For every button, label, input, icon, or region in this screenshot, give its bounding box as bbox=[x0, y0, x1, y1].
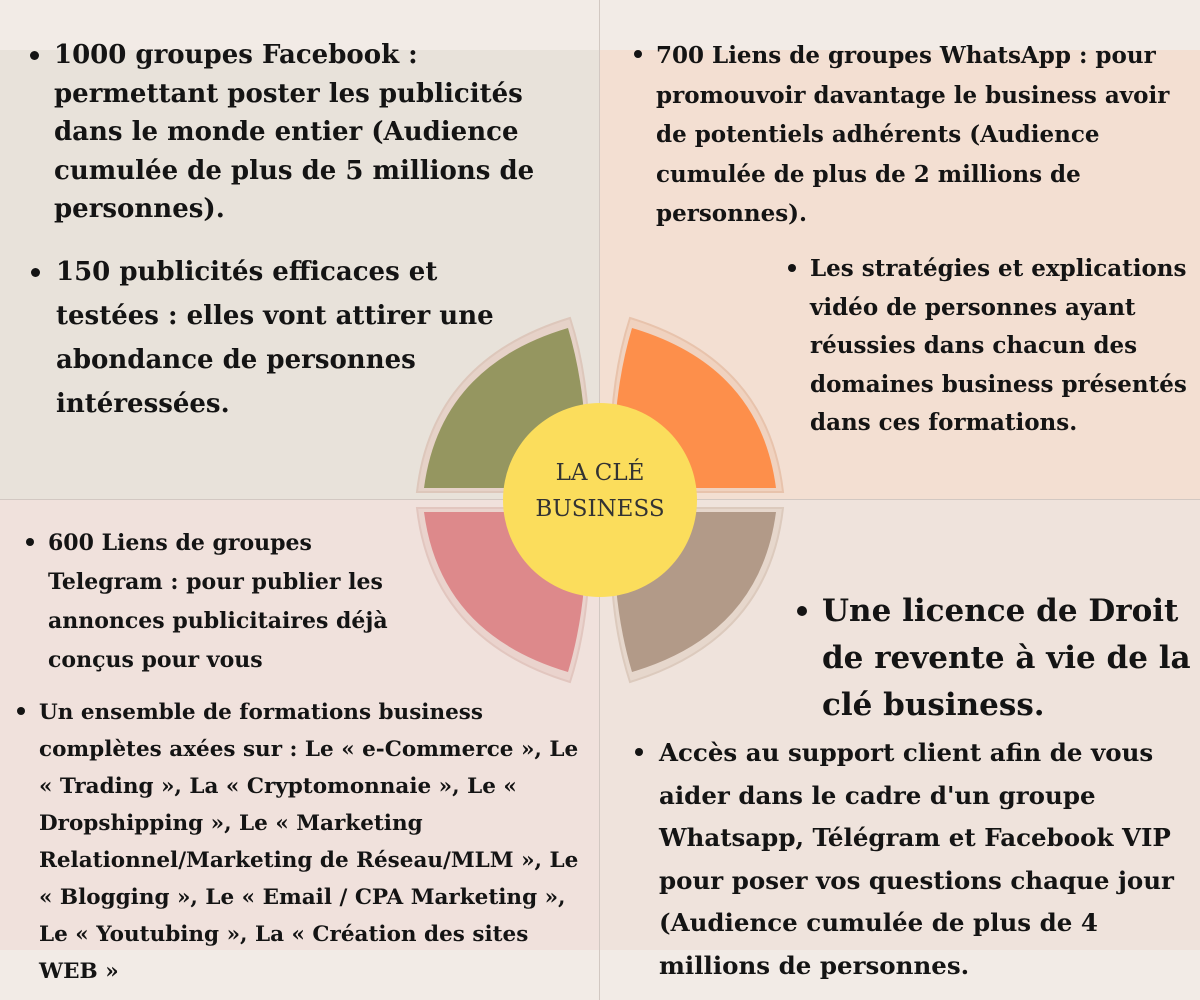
bullet-icon bbox=[788, 264, 796, 272]
bullet-item-whatsapp bbox=[656, 36, 1186, 234]
bullet-icon bbox=[635, 748, 643, 756]
facebook-text: 1000 groupes Facebook : permettant poster les publicités dans le monde entier (Audience cumulée de plus de 5 millions de personnes). bbox=[54, 40, 535, 224]
support-text: Accès au support client afin de vous aider dans le cadre d'un groupe Whatsapp, Télégram et Facebook VIP pour poser vos questions chaque jour (Audience cumulée de plus de 4 millions de personnes. bbox=[659, 738, 1174, 980]
strategies-text: Les stratégies et explications vidéo de personnes ayant réussies dans chacun des domaines business présentés dans ces formations. bbox=[810, 255, 1187, 436]
whatsapp-text: 700 Liens de groupes WhatsApp : pour promouvoir davantage le business avoir de potentiels adhérents (Audience cumulée de plus de 2 millions de personnes). bbox=[656, 42, 1170, 227]
bullet-item-licence bbox=[822, 588, 1200, 729]
center-label bbox=[500, 455, 700, 527]
bullet-item-support bbox=[659, 732, 1189, 987]
bullet-item-formations bbox=[39, 694, 584, 990]
bullet-item-strategies bbox=[810, 250, 1195, 443]
center-label-line1: LA CLÉ bbox=[555, 460, 645, 486]
bullet-icon bbox=[30, 51, 39, 60]
publicites-text: 150 publicités efficaces et testées : elles vont attirer une abondance de personnes intéressées. bbox=[56, 257, 494, 419]
licence-text: Une licence de Droit de revente à vie de la clé business. bbox=[822, 593, 1191, 723]
bullet-icon bbox=[26, 538, 34, 546]
bullet-item-telegram bbox=[48, 524, 428, 680]
bullet-icon bbox=[17, 707, 25, 715]
telegram-text: 600 Liens de groupes Telegram : pour publier les annonces publicitaires déjà conçus pour vous bbox=[48, 530, 388, 673]
bullet-icon bbox=[634, 50, 642, 58]
bullet-item-facebook bbox=[54, 36, 574, 229]
formations-text: Un ensemble de formations business complètes axées sur : Le « e-Commerce », Le « Trading », La « Cryptomonnaie », Le « Dropshipping », Le « Marketing Relationnel/Marketing de Réseau/MLM », Le « Blogging », Le « Email / CPA Marketing », Le « Youtubing », La « Création des sites WEB » bbox=[39, 700, 579, 984]
center-label-line2: BUSINESS bbox=[535, 496, 665, 522]
bullet-icon bbox=[31, 268, 40, 277]
